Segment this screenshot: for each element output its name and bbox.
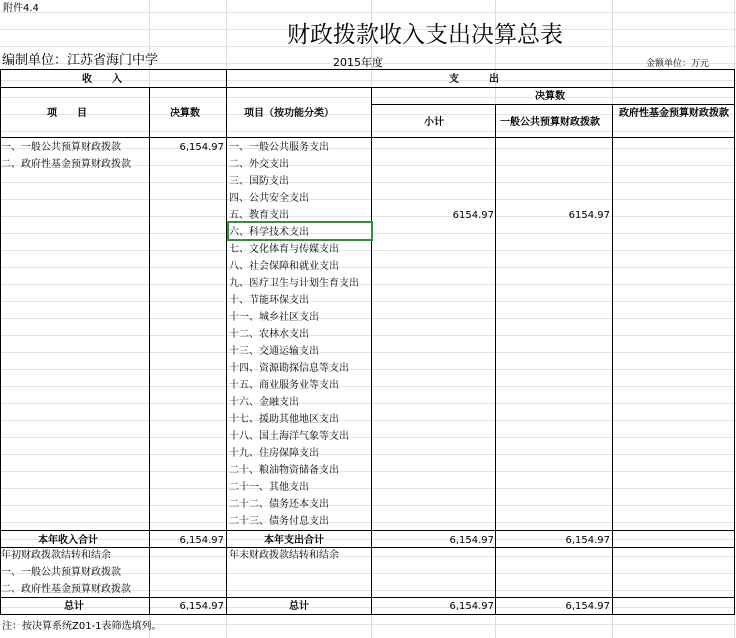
gridline — [0, 607, 736, 608]
expense-item-label: 四、公共安全支出 — [229, 193, 309, 204]
gridline — [0, 131, 736, 132]
expense-total-label: 本年支出合计 — [264, 535, 324, 546]
expense-item-general: 6154.97 — [568, 210, 610, 221]
expense-total-subtotal: 6,154.97 — [449, 535, 494, 546]
expense-item-label: 十六、金融支出 — [229, 397, 299, 408]
end-balance-label: 年末财政拨款结转和结余 — [229, 550, 339, 561]
expense-item-label: 十四、资源勘探信息等支出 — [229, 363, 349, 374]
expense-item-label: 二、外交支出 — [229, 159, 289, 170]
fund-budget-header: 政府性基金预算财政拨款 — [619, 108, 729, 119]
final-amount-header-2: 决算数 — [535, 91, 565, 102]
gridline — [0, 301, 736, 302]
expense-item-label: 二十、粮油物资储备支出 — [229, 465, 339, 476]
gridline — [0, 403, 736, 404]
expense-item-label: 十二、农林水支出 — [229, 329, 309, 340]
gridline — [0, 505, 736, 506]
income-total-label: 本年收入合计 — [38, 535, 98, 546]
expense-item-label: 二十一、其他支出 — [229, 482, 309, 493]
expense-item-label: 十三、交通运输支出 — [229, 346, 319, 357]
expense-item-label: 十、节能环保支出 — [229, 295, 309, 306]
grand-total-subtotal: 6,154.97 — [449, 601, 494, 612]
expense-item-label: 一、一般公共服务支出 — [229, 142, 329, 153]
border-line — [612, 104, 613, 614]
gridline — [0, 352, 736, 353]
income-item-label: 二、政府性基金预算财政拨款 — [1, 159, 131, 170]
expense-item-label: 二十三、债务付息支出 — [229, 516, 329, 527]
item-header: 项 目 — [47, 108, 87, 119]
grand-total-label: 总计 — [64, 601, 84, 612]
expense-item-label: 五、教育支出 — [229, 210, 289, 221]
page-title: 财政拨款收入支出决算总表 — [287, 22, 563, 48]
gridline — [0, 250, 736, 251]
expense-item-label: 九、医疗卫生与计划生育支出 — [229, 278, 359, 289]
gridline — [0, 471, 736, 472]
expense-header: 支 出 — [449, 74, 499, 85]
gridline — [0, 437, 736, 438]
gridline — [0, 199, 736, 200]
subtotal-header: 小计 — [424, 117, 444, 128]
begin-fund-label: 二、政府性基金预算财政拨款 — [1, 584, 131, 595]
border-line — [0, 137, 735, 138]
gridline — [0, 284, 736, 285]
grand-total-income: 6,154.97 — [179, 601, 224, 612]
amount-unit-label: 金额单位：万元 — [646, 59, 710, 69]
gridline — [0, 97, 736, 98]
income-header: 收 入 — [82, 74, 122, 85]
expense-item-label: 十一、城乡社区支出 — [229, 312, 319, 323]
attachment-label: 附件4.4 — [3, 3, 39, 14]
general-budget-header: 一般公共预算财政拨款 — [500, 117, 600, 128]
unit-label: 编制单位：江苏省海门中学 — [2, 53, 159, 68]
gridline — [0, 539, 736, 540]
grand-total-general: 6,154.97 — [565, 601, 610, 612]
gridline — [0, 369, 736, 370]
year-label: 2015年度 — [333, 56, 383, 69]
gridline — [0, 386, 736, 387]
gridline — [0, 335, 736, 336]
expense-item-label: 七、文化体育与传媒支出 — [229, 244, 339, 255]
begin-balance-label: 年初财政拨款结转和结余 — [1, 550, 111, 561]
gridline — [0, 522, 736, 523]
expense-item-label: 二十二、债务还本支出 — [229, 499, 329, 510]
func-item-header: 项目（按功能分类） — [244, 108, 334, 119]
gridline — [0, 12, 736, 13]
gridline — [0, 488, 736, 489]
border-line — [734, 69, 735, 614]
expense-item-label: 六、科学技术支出 — [229, 227, 309, 238]
expense-total-general: 6,154.97 — [565, 535, 610, 546]
final-amount-header: 决算数 — [170, 108, 200, 119]
grand-total-label-2: 总计 — [289, 601, 309, 612]
footnote: 注：按决算系统Z01-1表筛选填列。 — [2, 621, 162, 632]
income-total-value: 6,154.97 — [179, 535, 224, 546]
expense-item-label: 十八、国土海洋气象等支出 — [229, 431, 349, 442]
gridline — [0, 267, 736, 268]
expense-item-label: 三、国防支出 — [229, 176, 289, 187]
income-item-value: 6,154.97 — [179, 142, 224, 153]
selected-cell[interactable] — [227, 221, 373, 241]
gridline — [0, 216, 736, 217]
expense-item-label: 八、社会保障和就业支出 — [229, 261, 339, 272]
border-line — [0, 530, 735, 531]
gridline — [0, 454, 736, 455]
expense-item-label: 十七、援助其他地区支出 — [229, 414, 339, 425]
expense-item-subtotal: 6154.97 — [452, 210, 494, 221]
expense-item-label: 十五、商业服务业等支出 — [229, 380, 339, 391]
border-line — [226, 69, 227, 614]
income-item-label: 一、一般公共预算财政拨款 — [1, 142, 121, 153]
begin-general-label: 一、一般公共预算财政拨款 — [1, 567, 121, 578]
gridline — [0, 318, 736, 319]
gridline — [0, 182, 736, 183]
border-line — [0, 614, 735, 615]
gridline — [0, 420, 736, 421]
expense-item-label: 十九、住房保障支出 — [229, 448, 319, 459]
